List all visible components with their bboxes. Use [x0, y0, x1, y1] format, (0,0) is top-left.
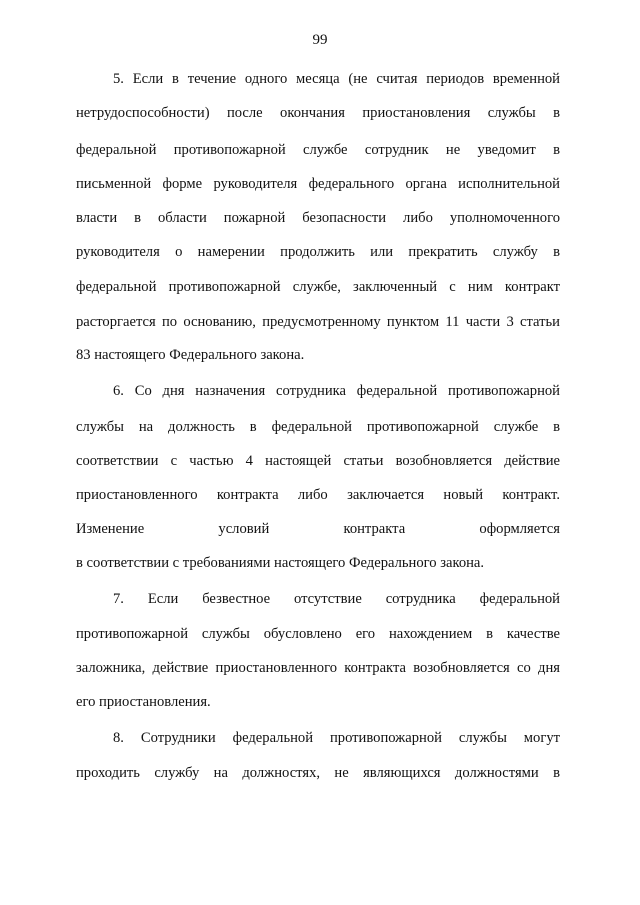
paragraph-6-line-6: в соответствии с требованиями настоящего Федерального закона.	[76, 555, 485, 571]
paragraph-5-line-6: руководителя о намерении продолжить или прекратить службу в	[76, 244, 560, 260]
paragraph-6-line-4: приостановленного контракта либо заключается новый контракт.	[76, 487, 560, 503]
paragraph-6-line-2: службы на должность в федеральной противопожарной службе в	[76, 419, 560, 435]
paragraph-7-line-3: заложника, действие приостановленного контракта возобновляется со дня	[76, 660, 560, 676]
paragraph-5-line-4: письменной форме руководителя федерального органа исполнительной	[76, 176, 560, 192]
paragraph-5-line-5: власти в области пожарной безопасности либо уполномоченного	[76, 210, 560, 226]
paragraph-6-line-3: соответствии с частью 4 настоящей статьи возобновляется действие	[76, 453, 560, 469]
paragraph-8-line-2: проходить службу на должностях, не являющихся должностями в	[76, 765, 560, 781]
paragraph-5-line-2: нетрудоспособности) после окончания приостановления службы в	[76, 105, 560, 121]
paragraph-5-line-7: федеральной противопожарной службе, заключенный с ним контракт	[76, 279, 560, 295]
paragraph-5-line-3: федеральной противопожарной службе сотрудник не уведомит в	[76, 142, 560, 158]
paragraph-7-line-2: противопожарной службы обусловлено его нахождением в качестве	[76, 626, 560, 642]
paragraph-6-line-1: 6. Со дня назначения сотрудника федеральной противопожарной	[113, 383, 560, 399]
paragraph-5-line-1: 5. Если в течение одного месяца (не считая периодов временной	[113, 71, 560, 87]
paragraph-5-line-9: 83 настоящего Федерального закона.	[76, 347, 305, 363]
paragraph-6-line-5: Изменение условий контракта оформляется	[76, 521, 560, 537]
paragraph-7-line-1: 7. Если безвестное отсутствие сотрудника федеральной	[113, 591, 560, 607]
page-number: 99	[312, 32, 328, 48]
paragraph-8-line-1: 8. Сотрудники федеральной противопожарной службы могут	[113, 730, 560, 746]
paragraph-7-line-4: его приостановления.	[76, 694, 211, 710]
paragraph-5-line-8: расторгается по основанию, предусмотренному пунктом 11 части 3 статьи	[76, 314, 560, 330]
